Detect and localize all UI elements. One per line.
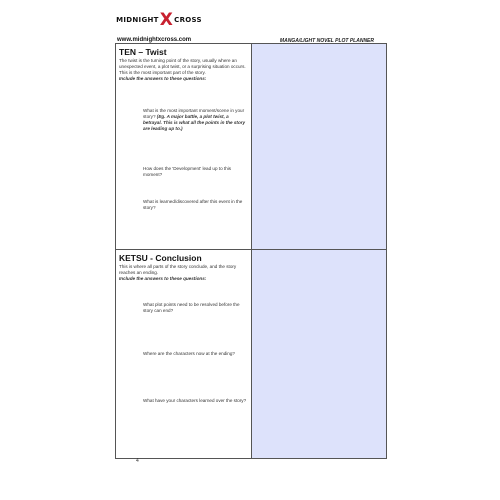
section-heading: KETSU - Conclusion	[119, 253, 202, 263]
website-url[interactable]: www.midnightxcross.com	[117, 37, 192, 43]
logo-text-left: MIDNIGHT	[116, 16, 159, 24]
page-number: 4	[136, 458, 139, 464]
prompt-cell-ten	[116, 44, 252, 249]
section-description: The twist is the turning point of the story, usually where an unexpected event, a plot twist, or a surprising situation occurs. This is the most important part of the story.	[119, 58, 246, 75]
include-instruction: Include the answers to these questions:	[119, 76, 207, 81]
question-item	[143, 108, 247, 132]
question-item	[143, 199, 247, 211]
logo-text-right: CROSS	[174, 16, 202, 24]
question-item	[143, 166, 247, 178]
question-text: How does the 'Development' lead up to this moment?	[143, 166, 232, 177]
question-text: What is the most important moment/scene in your story?	[143, 108, 245, 119]
planner-page	[113, 10, 388, 480]
question-text: What plot points need to be resolved before the story can end?	[143, 302, 240, 313]
question-text: What have your characters learned over the story?	[143, 398, 247, 403]
question-text: What is learned/discovered after this event in the story?	[143, 199, 243, 210]
include-instruction: Include the answers to these questions:	[119, 276, 207, 281]
section-row-ten	[116, 44, 386, 250]
question-text: Where are the characters now at the ending?	[143, 351, 235, 356]
question-item	[143, 398, 247, 404]
prompt-cell-ketsu	[116, 250, 252, 458]
section-description: This is where all parts of the story conclude, and the story reaches an ending.	[119, 264, 237, 275]
question-example: (Eg. A major battle, a plot twist, a betrayal. This is what all the points in the story are leading up to.)	[143, 114, 246, 131]
planner-title: MANGA/LIGHT NOVEL PLOT PLANNER	[279, 38, 374, 44]
midnightxcross-logo	[116, 9, 202, 30]
section-row-ketsu	[116, 250, 386, 458]
answer-box-ten[interactable]	[252, 44, 386, 249]
answer-box-ketsu[interactable]	[252, 250, 386, 458]
question-item	[143, 302, 247, 314]
section-heading: TEN – Twist	[119, 47, 167, 57]
plot-table	[115, 43, 387, 459]
question-item	[143, 351, 247, 357]
logo-x-mark: X	[159, 9, 174, 30]
